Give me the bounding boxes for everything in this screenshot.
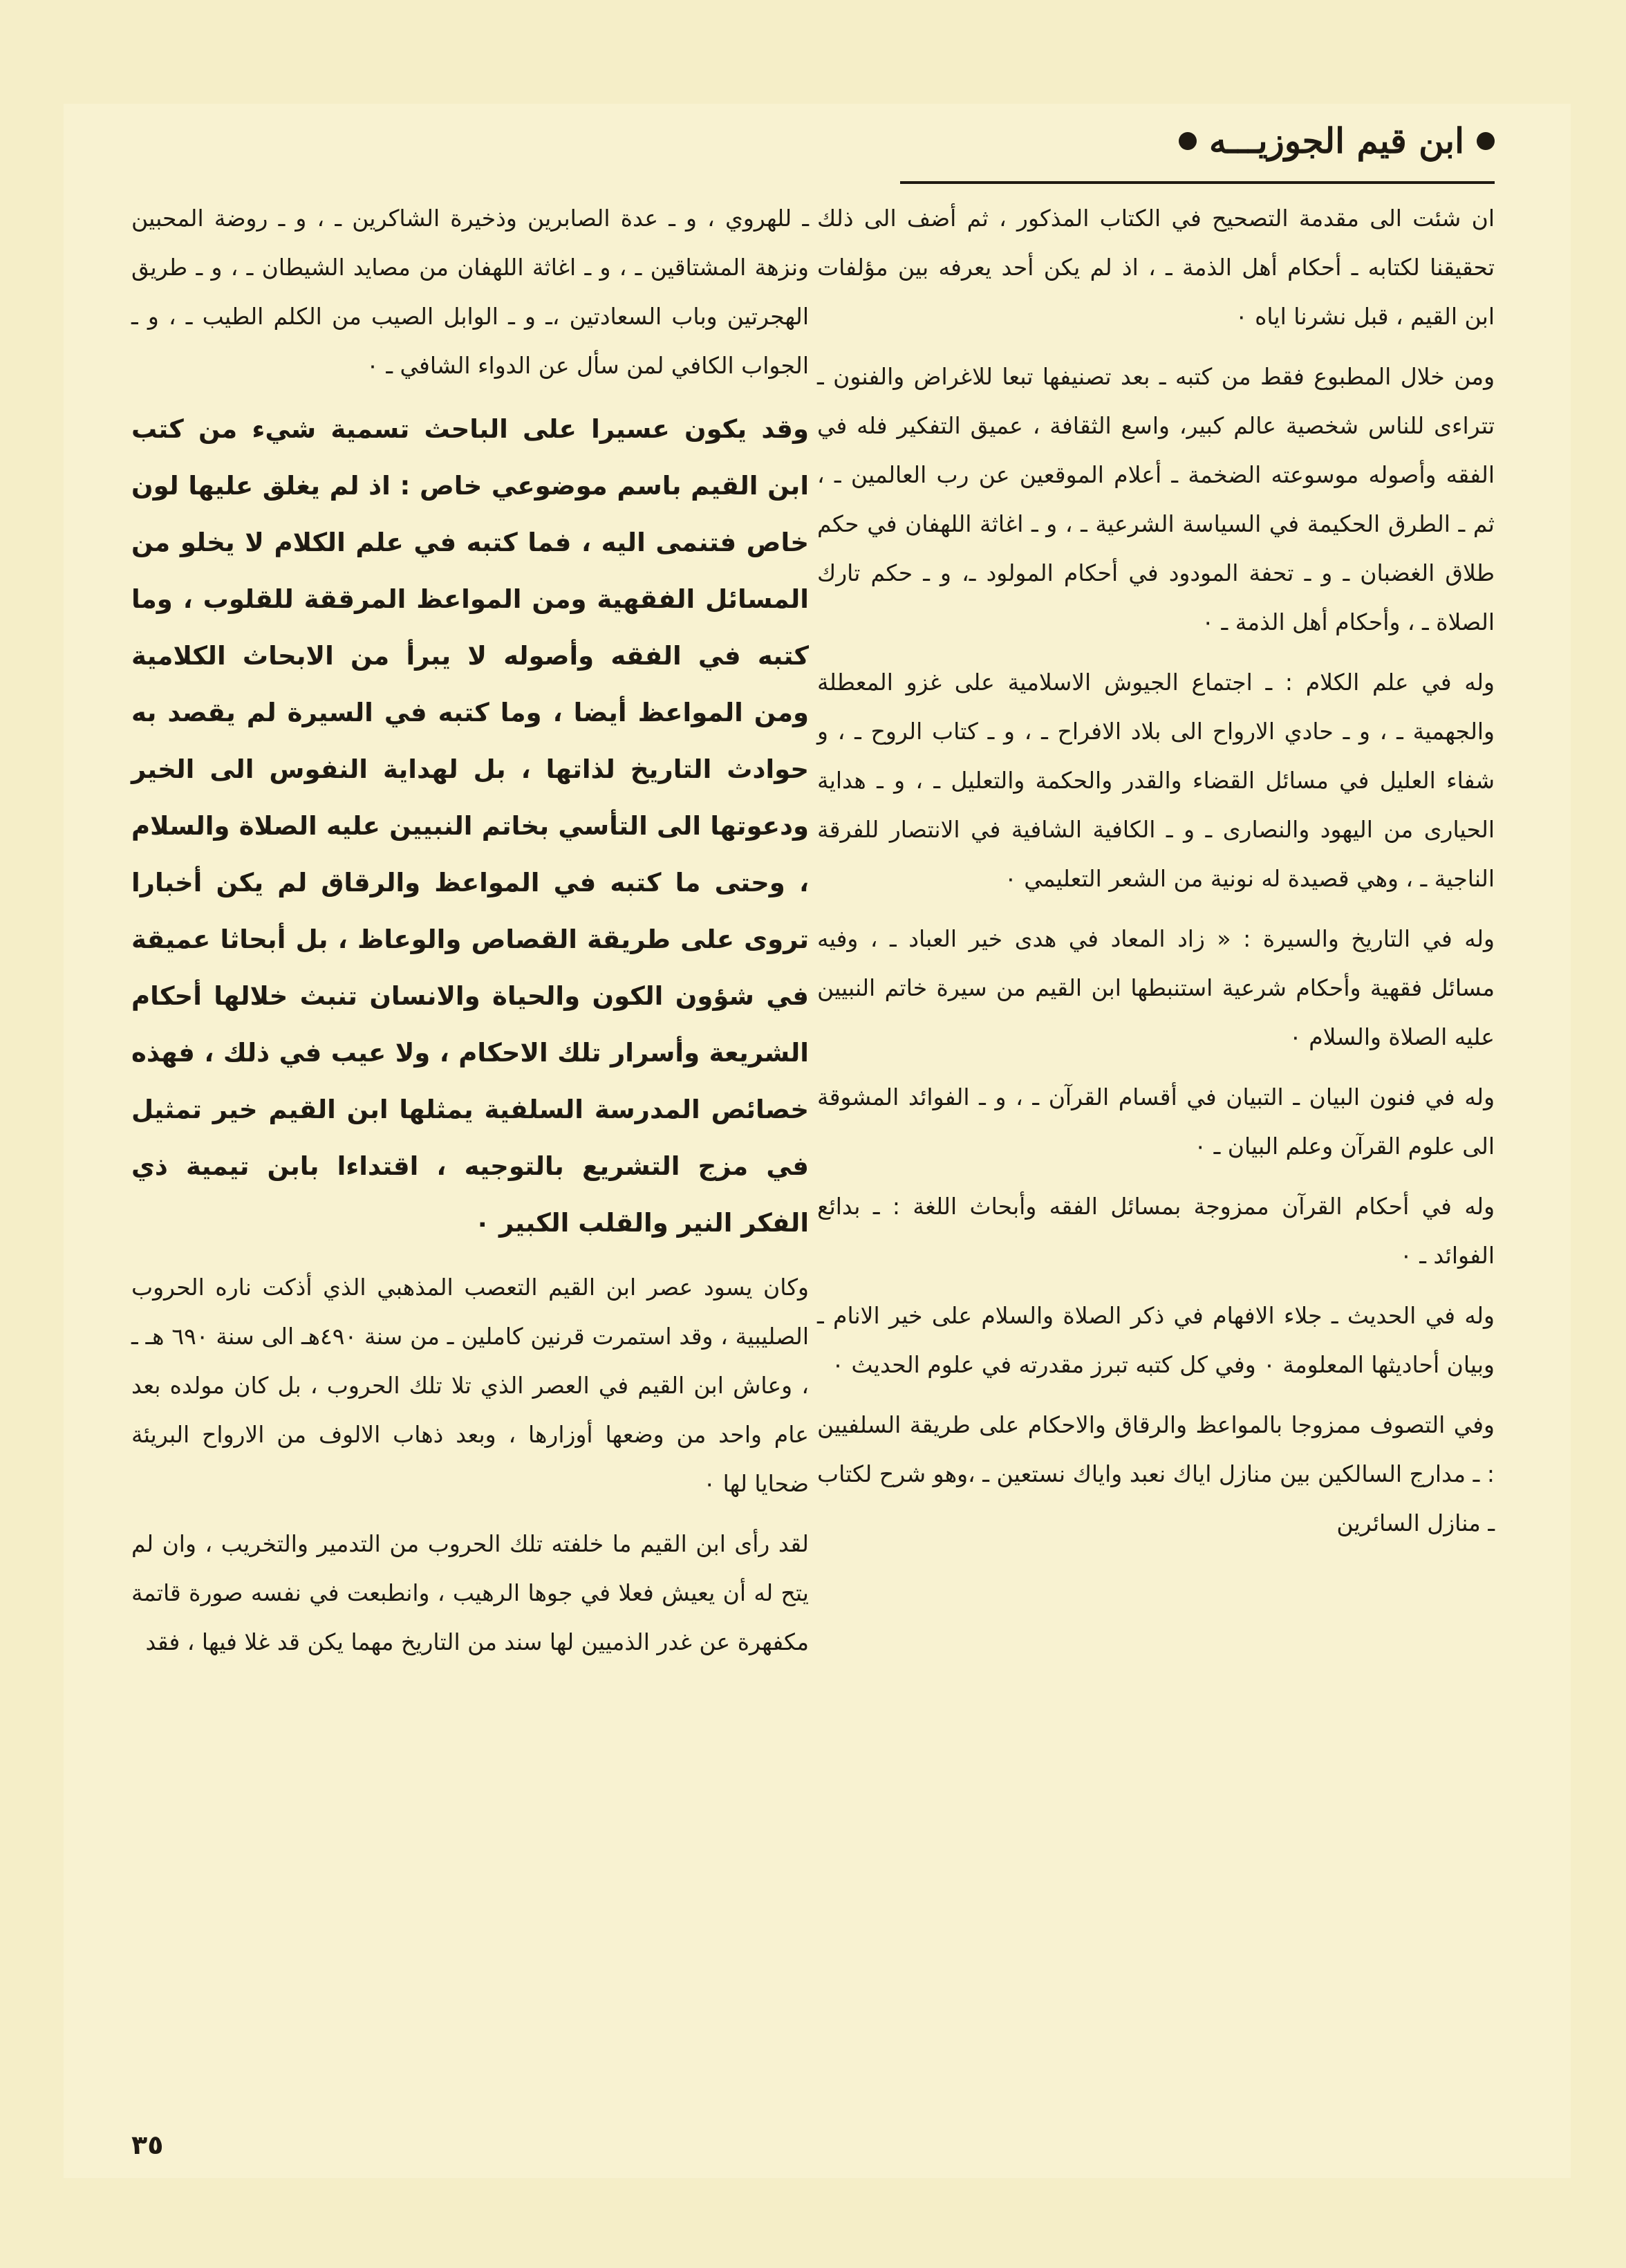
paragraph: وكان يسود عصر ابن القيم التعصب المذهبي الذي أذكت ناره الحروب الصليبية ، وقد استمرت قرنين كاملين ـ من سنة ٤٩٠هـ الى سنة ٦٩٠ هـ ـ ، وعاش ابن القيم في العصر الذي تلا تلك الحروب ، بل كان مولده بعد عام واحد من وضعها أوزارها ، وبعد ذهاب الالوف من الارواح البريئة ضحايا لها ٠ [131,1274,809,1497]
header-title: ابن قيم الجوزيـــه [1209,120,1464,161]
paragraph: وله في فنون البيان ـ التبيان في أقسام القرآن ـ ، و ـ الفوائد المشوقة الى علوم القرآن وعلم البيان ـ ٠ [817,1084,1495,1160]
paragraph-bold: وقد يكون عسيرا على الباحث تسمية شيء من كتب ابن القيم باسم موضوعي خاص : اذ لم يغلق عليها لون خاص فتنمى اليه ، فما كتبه في علم الكلام لا يخلو من المسائل الفقهية ومن المواعظ المرققة للقلوب ، وما كتبه في الفقه وأصوله لا يبرأ من الابحاث الكلامية ومن المواعظ أيضا ، وما كتبه في السيرة لم يقصد به حوادث التاريخ لذاتها ، بل لهداية النفوس الى الخير ودعوتها الى التأسي بخاتم النبيين عليه الصلاة والسلام ، وحتى ما كتبه في المواعظ والرقاق لم يكن أخبارا تروى على طريقة القصاص والوعاظ ، بل أبحاثا عميقة في شؤون الكون والحياة والانسان تنبث خلالها أحكام الشريعة وأسرار تلك الاحكام ، ولا عيب في ذلك ، فهذه خصائص المدرسة السلفية يمثلها ابن القيم خير تمثيل في مزج التشريع بالتوجيه ، اقتداءا بابن تيمية ذي الفكر النير والقلب الكبير ٠ [131,414,809,1238]
paragraph: وله في الحديث ـ جلاء الافهام في ذكر الصلاة والسلام على خير الانام ـ وبيان أحاديثها المعلومة ٠ وفي كل كتبه تبرز مقدرته في علوم الحديث ٠ [817,1302,1495,1378]
page [64,104,1571,2178]
paragraph: ان شئت الى مقدمة التصحيح في الكتاب المذكور ، ثم أضف الى ذلك تحقيقنا لكتابه ـ أحكام أهل الذمة ـ ، اذ لم يكن أحد يعرفه بين مؤلفات ابن القيم ، قبل نشرنا اياه ٠ [817,205,1495,330]
bullet-icon [1477,132,1495,150]
paragraph: وله في علم الكلام : ـ اجتماع الجيوش الاسلامية على غزو المعطلة والجهمية ـ ، و ـ حادي الارواح الى بلاد الافراح ـ ، و ـ كتاب الروح ـ ، و شفاء العليل في مسائل القضاء والقدر والحكمة والتعليل ـ ، و ـ هداية الحيارى من اليهود والنصارى ـ و ـ الكافية الشافية في الانتصار للفرقة الناجية ـ ، وهي قصيدة له نونية من الشعر التعليمي ٠ [817,669,1495,892]
paragraph: لقد رأى ابن القيم ما خلفته تلك الحروب من التدمير والتخريب ، وان لم يتح له أن يعيش فعلا في جوها الرهيب ، وانطبعت في نفسه صورة قاتمة مكفهرة عن غدر الذميين لها سند من التاريخ مهما يكن قد غلا فيها ، فقد [131,1530,809,1655]
page-number: ٣٥ [131,2130,164,2160]
running-header [1179,120,1495,161]
paragraph: وله في أحكام القرآن ممزوجة بمسائل الفقه وأبحاث اللغة : ـ بدائع الفوائد ـ ٠ [817,1193,1495,1269]
paragraph: وله في التاريخ والسيرة : « زاد المعاد في هدى خير العباد ـ ، وفيه مسائل فقهية وأحكام شرعية استنبطها ابن القيم من سيرة خاتم النبيين عليه الصلاة والسلام ٠ [817,925,1495,1050]
right-column [817,194,1495,1559]
bullet-icon [1179,132,1197,150]
header-rule [900,181,1495,184]
paragraph: ـ للهروي ، و ـ عدة الصابرين وذخيرة الشاكرين ـ ، و ـ روضة المحبين ونزهة المشتاقين ـ ، و ـ اغاثة اللهفان من مصايد الشيطان ـ ، و ـ طريق الهجرتين وباب السعادتين ،ـ و ـ الوابل الصيب من الكلم الطيب ـ ، و ـ الجواب الكافي لمن سأل عن الدواء الشافي ـ ٠ [131,205,809,379]
paragraph: ومن خلال المطبوع فقط من كتبه ـ بعد تصنيفها تبعا للاغراض والفنون ـ تتراءى للناس شخصية عالم كبير، واسع الثقافة ، عميق التفكير فله في الفقه وأصوله موسوعته الضخمة ـ أعلام الموقعين عن رب العالمين ـ ، ثم ـ الطرق الحكيمة في السياسة الشرعية ـ ، و ـ اغاثة اللهفان في حكم طلاق الغضبان ـ و ـ تحفة المودود في أحكام المولود ـ، و ـ حكم تارك الصلاة ـ ، وأحكام أهل الذمة ـ ٠ [817,363,1495,635]
left-column [131,194,809,1677]
paragraph: وفي التصوف ممزوجا بالمواعظ والرقاق والاحكام على طريقة السلفيين : ـ مدارج السالكين بين منازل اياك نعبد واياك نستعين ـ ،وهو شرح لكتاب ـ منازل السائرين [817,1411,1495,1536]
